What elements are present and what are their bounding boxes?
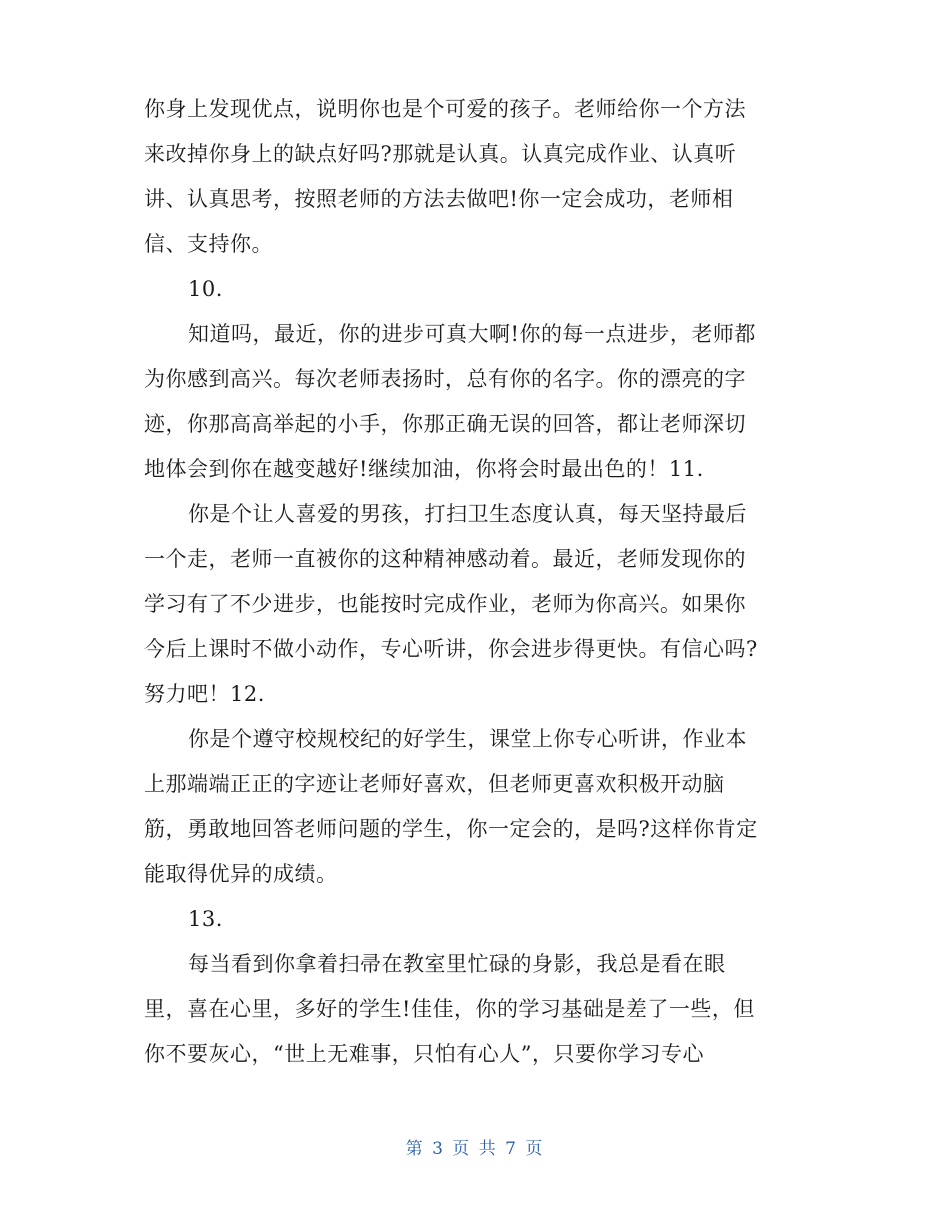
- text-line: 今后上课时不做小动作，专心听讲，你会进步得更快。有信心吗?: [144, 637, 758, 661]
- text-line: 为你感到高兴。每次老师表扬时，总有你的名字。你的漂亮的字: [144, 367, 746, 391]
- text-line: 地体会到你在越变越好!继续加油，你将会时最出色的！11.: [144, 457, 704, 481]
- text-line: 你是个遵守校规校纪的好学生，课堂上你专心听讲，作业本: [188, 727, 747, 751]
- text-line: 努力吧！12.: [144, 682, 265, 706]
- text-line: 你是个让人喜爱的男孩，打扫卫生态度认真，每天坚持最后: [188, 502, 747, 526]
- section-number: 13.: [188, 907, 223, 931]
- page-footer: 第 3 页 共 7 页: [405, 1139, 545, 1159]
- text-line: 能取得优异的成绩。: [144, 862, 338, 886]
- text-line: 里，喜在心里，多好的学生!佳佳，你的学习基础是差了一些，但: [144, 997, 755, 1021]
- section-number: 10.: [188, 277, 223, 301]
- text-line: 迹，你那高高举起的小手，你那正确无误的回答，都让老师深切: [144, 412, 746, 436]
- text-line: 你不要灰心，“世上无难事，只怕有心人”，只要你学习专心: [144, 1042, 704, 1066]
- text-line: 来改掉你身上的缺点好吗?那就是认真。认真完成作业、认真听: [144, 142, 737, 166]
- text-line: 信、支持你。: [144, 232, 273, 256]
- text-line: 一个走，老师一直被你的这种精神感动着。最近，老师发现你的: [144, 547, 746, 571]
- text-line: 讲、认真思考，按照老师的方法去做吧!你一定会成功，老师相: [144, 187, 734, 211]
- text-line: 知道吗，最近，你的进步可真大啊!你的每一点进步，老师都: [188, 322, 756, 346]
- text-line: 学习有了不少进步，也能按时完成作业，老师为你高兴。如果你: [144, 592, 746, 616]
- text-line: 每当看到你拿着扫帚在教室里忙碌的身影，我总是看在眼: [188, 952, 726, 976]
- text-line: 上那端端正正的字迹让老师好喜欢，但老师更喜欢积极开动脑: [144, 772, 725, 796]
- text-line: 你身上发现优点，说明你也是个可爱的孩子。老师给你一个方法: [144, 97, 746, 121]
- text-line: 筋，勇敢地回答老师问题的学生，你一定会的，是吗?这样你肯定: [144, 817, 758, 841]
